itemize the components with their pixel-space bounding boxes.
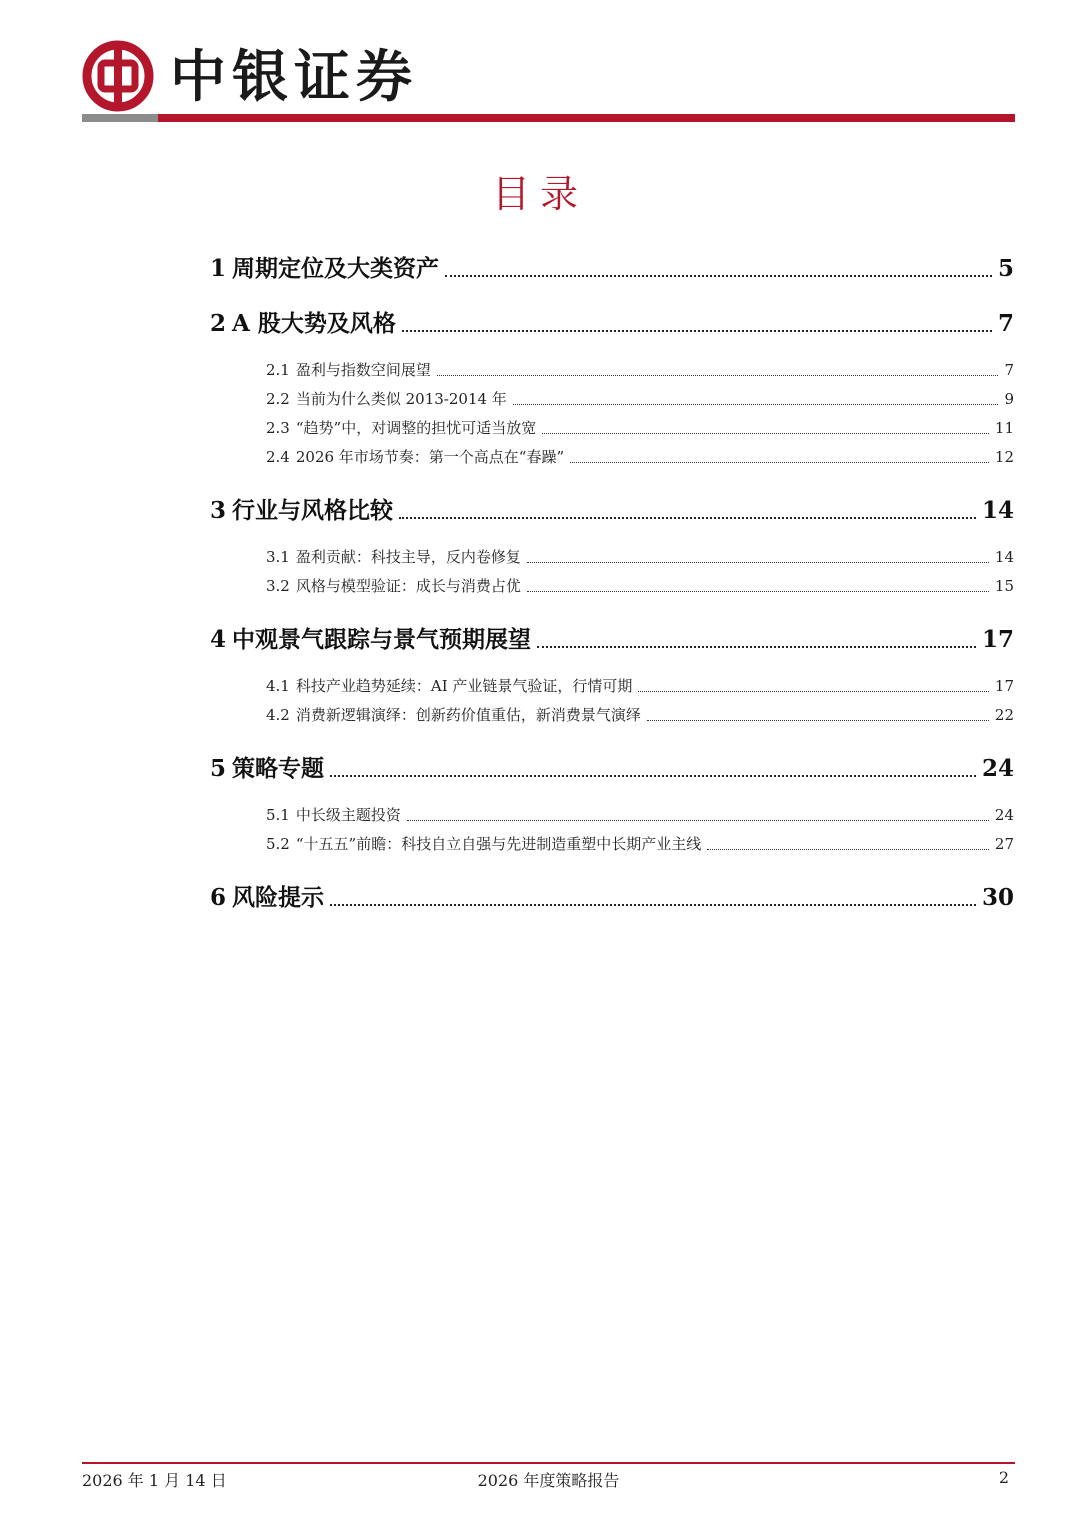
toc-dot-leader bbox=[570, 462, 989, 463]
toc-entry-label: “趋势”中，对调整的担忧可适当放宽 bbox=[295, 419, 537, 437]
footer-page-number: 2 bbox=[998, 1468, 1009, 1487]
toc-dot-leader bbox=[330, 904, 976, 906]
toc-entry-page: 14 bbox=[994, 548, 1014, 566]
toc-dot-leader bbox=[330, 775, 976, 777]
toc-entry-label: 消费新逻辑演绎：创新药价值重估，新消费景气演绎 bbox=[295, 706, 641, 724]
toc-subsection[interactable] bbox=[266, 704, 1014, 725]
toc-dot-leader bbox=[513, 404, 998, 405]
toc-dot-leader bbox=[537, 646, 976, 648]
toc-entry-page: 12 bbox=[994, 448, 1014, 466]
toc-entry-number: 2 bbox=[210, 310, 227, 337]
toc-entry-label: 风格与模型验证：成长与消费占优 bbox=[295, 577, 521, 595]
toc-subsection[interactable] bbox=[266, 359, 1014, 380]
toc-entry-page: 7 bbox=[1004, 361, 1014, 379]
bank-of-china-logo-icon bbox=[82, 40, 154, 112]
toc-section[interactable] bbox=[210, 305, 1014, 338]
toc-entry-number: 3.1 bbox=[266, 548, 290, 566]
toc-subsection[interactable] bbox=[266, 388, 1014, 409]
toc-entry-page: 24 bbox=[994, 806, 1014, 824]
toc-subsection[interactable] bbox=[266, 675, 1014, 696]
toc-dot-leader bbox=[647, 720, 989, 721]
footer-rule bbox=[82, 1462, 1015, 1464]
toc-entry-label: A 股大势及风格 bbox=[232, 310, 396, 337]
toc-dot-leader bbox=[399, 517, 976, 519]
toc-section[interactable] bbox=[210, 492, 1014, 525]
toc-subsection[interactable] bbox=[266, 546, 1014, 567]
page-header bbox=[82, 40, 1015, 126]
toc-section[interactable] bbox=[210, 879, 1014, 912]
toc-entry-label: 行业与风格比较 bbox=[232, 497, 394, 524]
toc-entry-number: 3 bbox=[210, 497, 227, 524]
toc-entry-page: 9 bbox=[1004, 390, 1014, 408]
toc-entry-number: 5 bbox=[210, 755, 227, 782]
footer-report-name: 2026 年度策略报告 bbox=[477, 1471, 620, 1490]
toc-entry-number: 2.2 bbox=[266, 390, 290, 408]
brand-name: 中银证券 bbox=[170, 45, 418, 110]
toc-entry-number: 4 bbox=[210, 626, 227, 653]
toc-entry-label: 中观景气跟踪与景气预期展望 bbox=[232, 626, 532, 653]
toc-dot-leader bbox=[437, 375, 998, 376]
toc-subsection[interactable] bbox=[266, 804, 1014, 825]
toc-entry-page: 27 bbox=[994, 835, 1014, 853]
toc-entry-number: 2.3 bbox=[266, 419, 290, 437]
toc-section[interactable] bbox=[210, 750, 1014, 783]
toc-dot-leader bbox=[407, 820, 989, 821]
toc-entry-label: 周期定位及大类资产 bbox=[232, 255, 440, 282]
toc-dot-leader bbox=[527, 562, 989, 563]
toc-entry-label: 2026 年市场节奏：第一个高点在“春躁” bbox=[295, 448, 565, 466]
toc-entry-number: 2.4 bbox=[266, 448, 290, 466]
toc-entry-number: 4.2 bbox=[266, 706, 290, 724]
toc-entry-page: 17 bbox=[994, 677, 1014, 695]
toc-entry-number: 6 bbox=[210, 884, 227, 911]
toc-entry-page: 24 bbox=[981, 755, 1014, 782]
toc-entry-label: 策略专题 bbox=[232, 755, 325, 782]
toc-entry-page: 14 bbox=[981, 497, 1014, 524]
toc-entry-label: 中长级主题投资 bbox=[295, 806, 401, 824]
toc-dot-leader bbox=[527, 591, 989, 592]
footer-date: 2026 年 1 月 14 日 bbox=[82, 1471, 227, 1490]
toc-subsection[interactable] bbox=[266, 833, 1014, 854]
toc-dot-leader bbox=[638, 691, 989, 692]
toc-entry-label: 盈利与指数空间展望 bbox=[295, 361, 431, 379]
toc-section[interactable] bbox=[210, 621, 1014, 654]
toc-subsection[interactable] bbox=[266, 417, 1014, 438]
toc-section[interactable] bbox=[210, 250, 1014, 283]
toc-entry-label: 科技产业趋势延续：AI 产业链景气验证，行情可期 bbox=[295, 677, 633, 695]
toc-entry-number: 2.1 bbox=[266, 361, 290, 379]
toc-dot-leader bbox=[445, 275, 992, 277]
toc-entry-number: 1 bbox=[210, 255, 227, 282]
toc-entry-label: 风险提示 bbox=[232, 884, 325, 911]
toc-entry-number: 3.2 bbox=[266, 577, 290, 595]
toc-entry-label: “十五五”前瞻：科技自立自强与先进制造重塑中长期产业主线 bbox=[295, 835, 702, 853]
toc-dot-leader bbox=[402, 330, 992, 332]
toc-entry-number: 5.2 bbox=[266, 835, 290, 853]
toc-entry-number: 4.1 bbox=[266, 677, 290, 695]
toc-entry-label: 当前为什么类似 2013-2014 年 bbox=[295, 390, 507, 408]
toc-entry-page: 22 bbox=[994, 706, 1014, 724]
toc-entry-page: 7 bbox=[997, 310, 1014, 337]
toc-title: 目录 bbox=[491, 172, 588, 216]
toc-entry-label: 盈利贡献：科技主导，反内卷修复 bbox=[295, 548, 521, 566]
toc-dot-leader bbox=[707, 849, 989, 850]
toc-entry-page: 11 bbox=[994, 419, 1014, 437]
header-rule bbox=[82, 114, 1015, 122]
toc-entry-page: 5 bbox=[997, 255, 1014, 282]
toc-subsection[interactable] bbox=[266, 575, 1014, 596]
toc-entry-page: 30 bbox=[981, 884, 1014, 911]
toc-dot-leader bbox=[542, 433, 989, 434]
toc-subsection[interactable] bbox=[266, 446, 1014, 467]
toc-entry-number: 5.1 bbox=[266, 806, 290, 824]
toc-entry-page: 17 bbox=[981, 626, 1014, 653]
toc-entry-page: 15 bbox=[994, 577, 1014, 595]
